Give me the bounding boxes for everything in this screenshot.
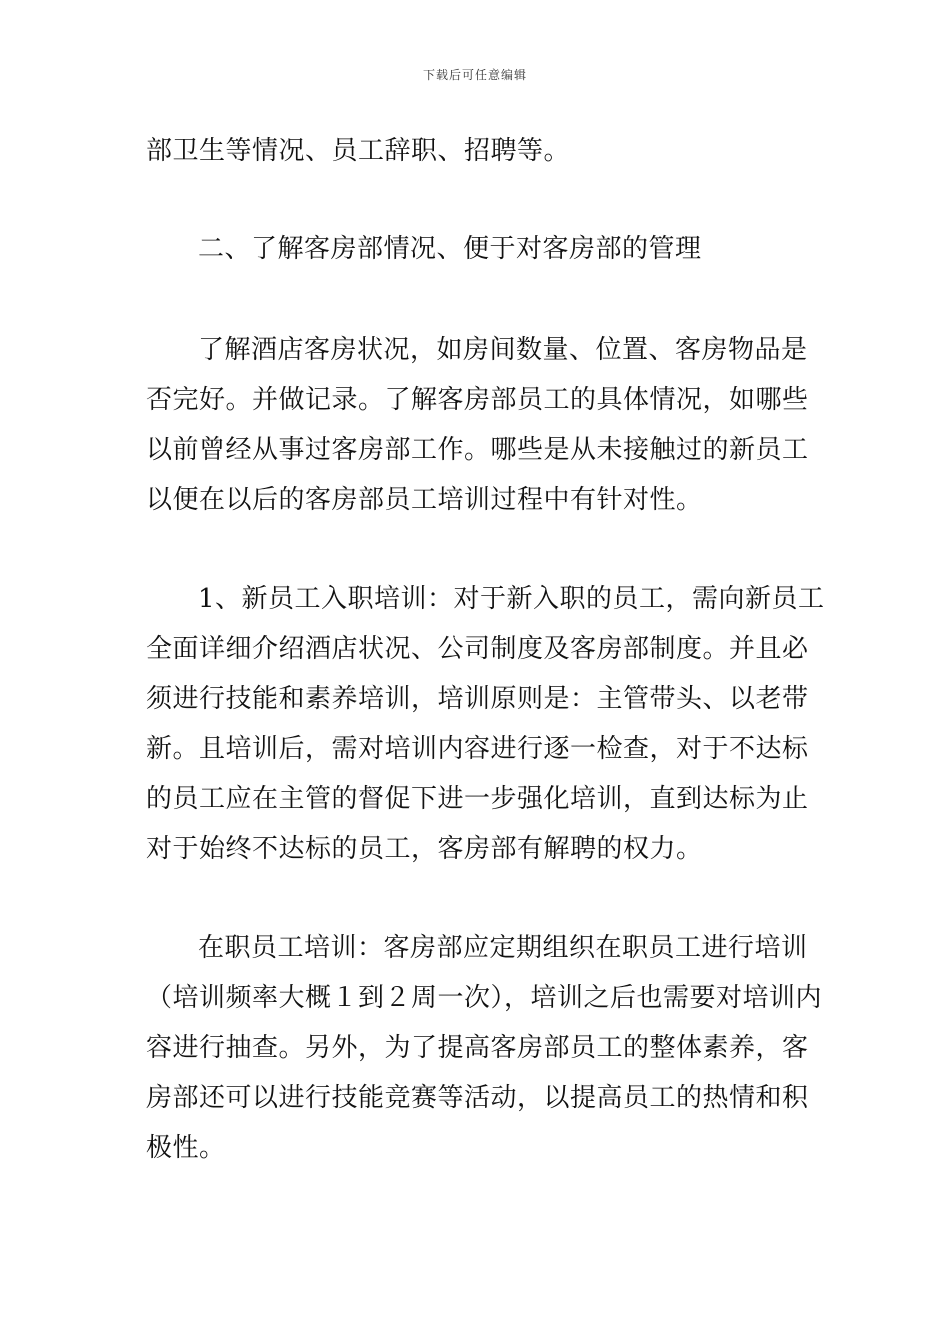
paragraph-3-line-1: 1、新员工入职培训：对于新入职的员工，需向新员工: [198, 584, 825, 614]
section-heading: 二、了解客房部情况、便于对客房部的管理: [198, 234, 702, 264]
paragraph-4-line-5: 极性。: [146, 1133, 226, 1163]
paragraph-3-line-3: 须进行技能和素养培训，培训原则是：主管带头、以老带: [146, 684, 809, 714]
paragraph-4-line-3: 容进行抽查。另外，为了提高客房部员工的整体素养，客: [146, 1033, 809, 1063]
paragraph-4-line-2: （培训频率大概１到２周一次），培训之后也需要对培训内: [146, 983, 823, 1013]
paragraph-3-line-4: 新。且培训后，需对培训内容进行逐一检查，对于不达标: [146, 734, 809, 764]
paragraph-2-line-1: 了解酒店客房状况，如房间数量、位置、客房物品是: [198, 335, 808, 365]
paragraph-1-line-1: 部卫生等情况、员工辞职、招聘等。: [146, 136, 571, 166]
page-header-note: 下载后可任意编辑: [422, 68, 527, 82]
paragraph-2-line-3: 以前曾经从事过客房部工作。哪些是从未接触过的新员工: [146, 435, 809, 465]
paragraph-3-line-5: 的员工应在主管的督促下进一步强化培训，直到达标为止: [146, 784, 809, 814]
paragraph-4-line-4: 房部还可以进行技能竞赛等活动，以提高员工的热情和积: [146, 1083, 809, 1113]
paragraph-3-line-2: 全面详细介绍酒店状况、公司制度及客房部制度。并且必: [146, 634, 809, 664]
paragraph-2-line-4: 以便在以后的客房部员工培训过程中有针对性。: [146, 485, 703, 515]
paragraph-3-line-6: 对于始终不达标的员工，客房部有解聘的权力。: [146, 834, 703, 864]
paragraph-2-line-2: 否完好。并做记录。了解客房部员工的具体情况，如哪些: [146, 385, 809, 415]
paragraph-4-line-1: 在职员工培训：客房部应定期组织在职员工进行培训: [198, 933, 808, 963]
